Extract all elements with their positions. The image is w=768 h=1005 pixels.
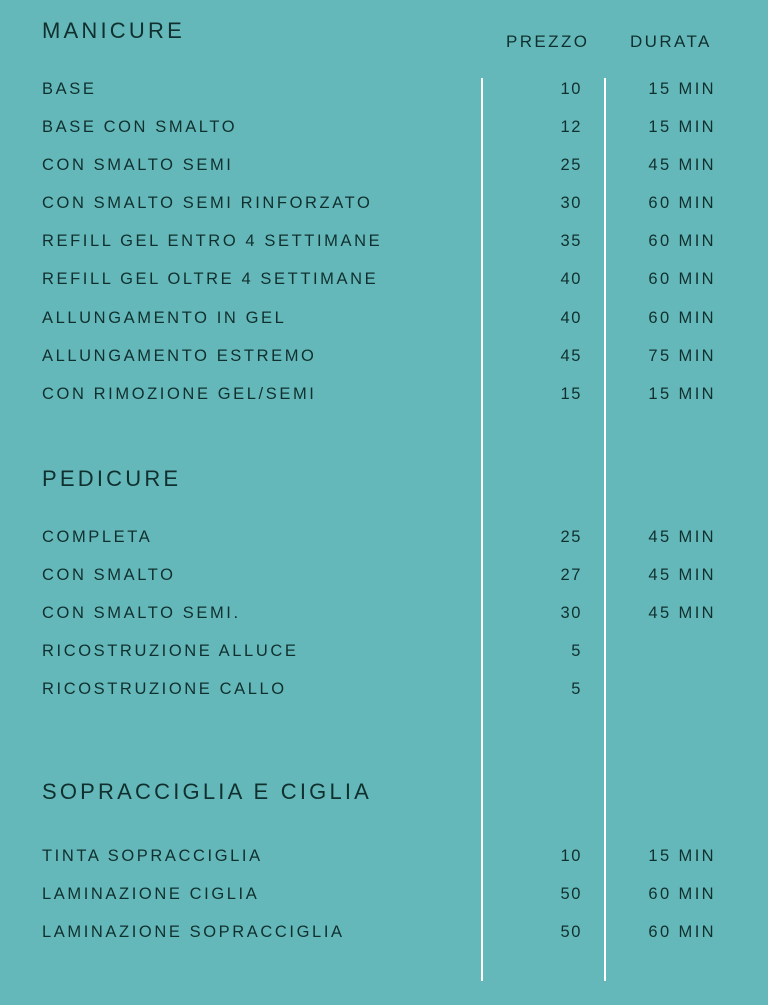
section-title-sopracciglia-e-ciglia: SOPRACCIGLIA E CIGLIA [42,779,373,804]
service-row [0,265,768,293]
service-name: COMPLETA [42,528,153,546]
service-row [0,113,768,141]
price-column-header: PREZZO [506,32,590,51]
service-row [0,189,768,217]
service-price: 50 [560,923,582,941]
service-row [0,151,768,179]
service-duration: 15 MIN [648,118,716,136]
service-name: BASE CON SMALTO [42,118,238,136]
service-name: RICOSTRUZIONE CALLO [42,680,287,698]
service-row [0,304,768,332]
service-name: TINTA SOPRACCIGLIA [42,847,263,865]
service-name: CON SMALTO SEMI [42,156,234,174]
service-duration: 60 MIN [648,232,716,250]
service-name: RICOSTRUZIONE ALLUCE [42,642,299,660]
service-price: 10 [560,847,582,865]
service-duration: 15 MIN [648,385,716,403]
service-price: 25 [560,528,582,546]
service-duration: 15 MIN [648,80,716,98]
service-price: 5 [571,642,582,660]
service-row [0,880,768,908]
service-duration: 15 MIN [648,847,716,865]
service-duration: 60 MIN [648,923,716,941]
duration-column-header: DURATA [630,32,712,51]
service-row [0,523,768,551]
service-name: LAMINAZIONE SOPRACCIGLIA [42,923,345,941]
service-name: LAMINAZIONE CIGLIA [42,885,260,903]
service-duration: 60 MIN [648,270,716,288]
service-name: CON SMALTO SEMI RINFORZATO [42,194,373,212]
service-price: 45 [560,347,582,365]
section-title-manicure: MANICURE [42,18,185,43]
service-name: REFILL GEL ENTRO 4 SETTIMANE [42,232,383,250]
service-price: 30 [560,194,582,212]
service-name: CON RIMOZIONE GEL/SEMI [42,385,317,403]
service-name: CON SMALTO [42,566,176,584]
service-name: ALLUNGAMENTO IN GEL [42,309,287,327]
service-row [0,342,768,370]
service-row [0,842,768,870]
service-row [0,380,768,408]
service-price: 25 [560,156,582,174]
section-title-pedicure: PEDICURE [42,466,182,491]
service-duration: 60 MIN [648,194,716,212]
service-name: ALLUNGAMENTO ESTREMO [42,347,317,365]
service-name: CON SMALTO SEMI. [42,604,241,622]
service-price: 30 [560,604,582,622]
service-row [0,637,768,665]
service-price: 40 [560,309,582,327]
service-price: 10 [560,80,582,98]
service-duration: 45 MIN [648,528,716,546]
service-row [0,561,768,589]
service-duration: 75 MIN [648,347,716,365]
service-duration: 45 MIN [648,604,716,622]
service-price: 12 [560,118,582,136]
service-row [0,918,768,946]
service-row [0,599,768,627]
service-duration: 60 MIN [648,885,716,903]
service-row [0,675,768,703]
service-price: 27 [560,566,582,584]
service-duration: 60 MIN [648,309,716,327]
service-price: 35 [560,232,582,250]
service-name: REFILL GEL OLTRE 4 SETTIMANE [42,270,379,288]
service-price: 50 [560,885,582,903]
service-duration: 45 MIN [648,566,716,584]
service-row [0,227,768,255]
service-row [0,75,768,103]
service-price: 40 [560,270,582,288]
service-name: BASE [42,80,97,98]
service-price: 5 [571,680,582,698]
service-duration: 45 MIN [648,156,716,174]
service-price: 15 [560,385,582,403]
